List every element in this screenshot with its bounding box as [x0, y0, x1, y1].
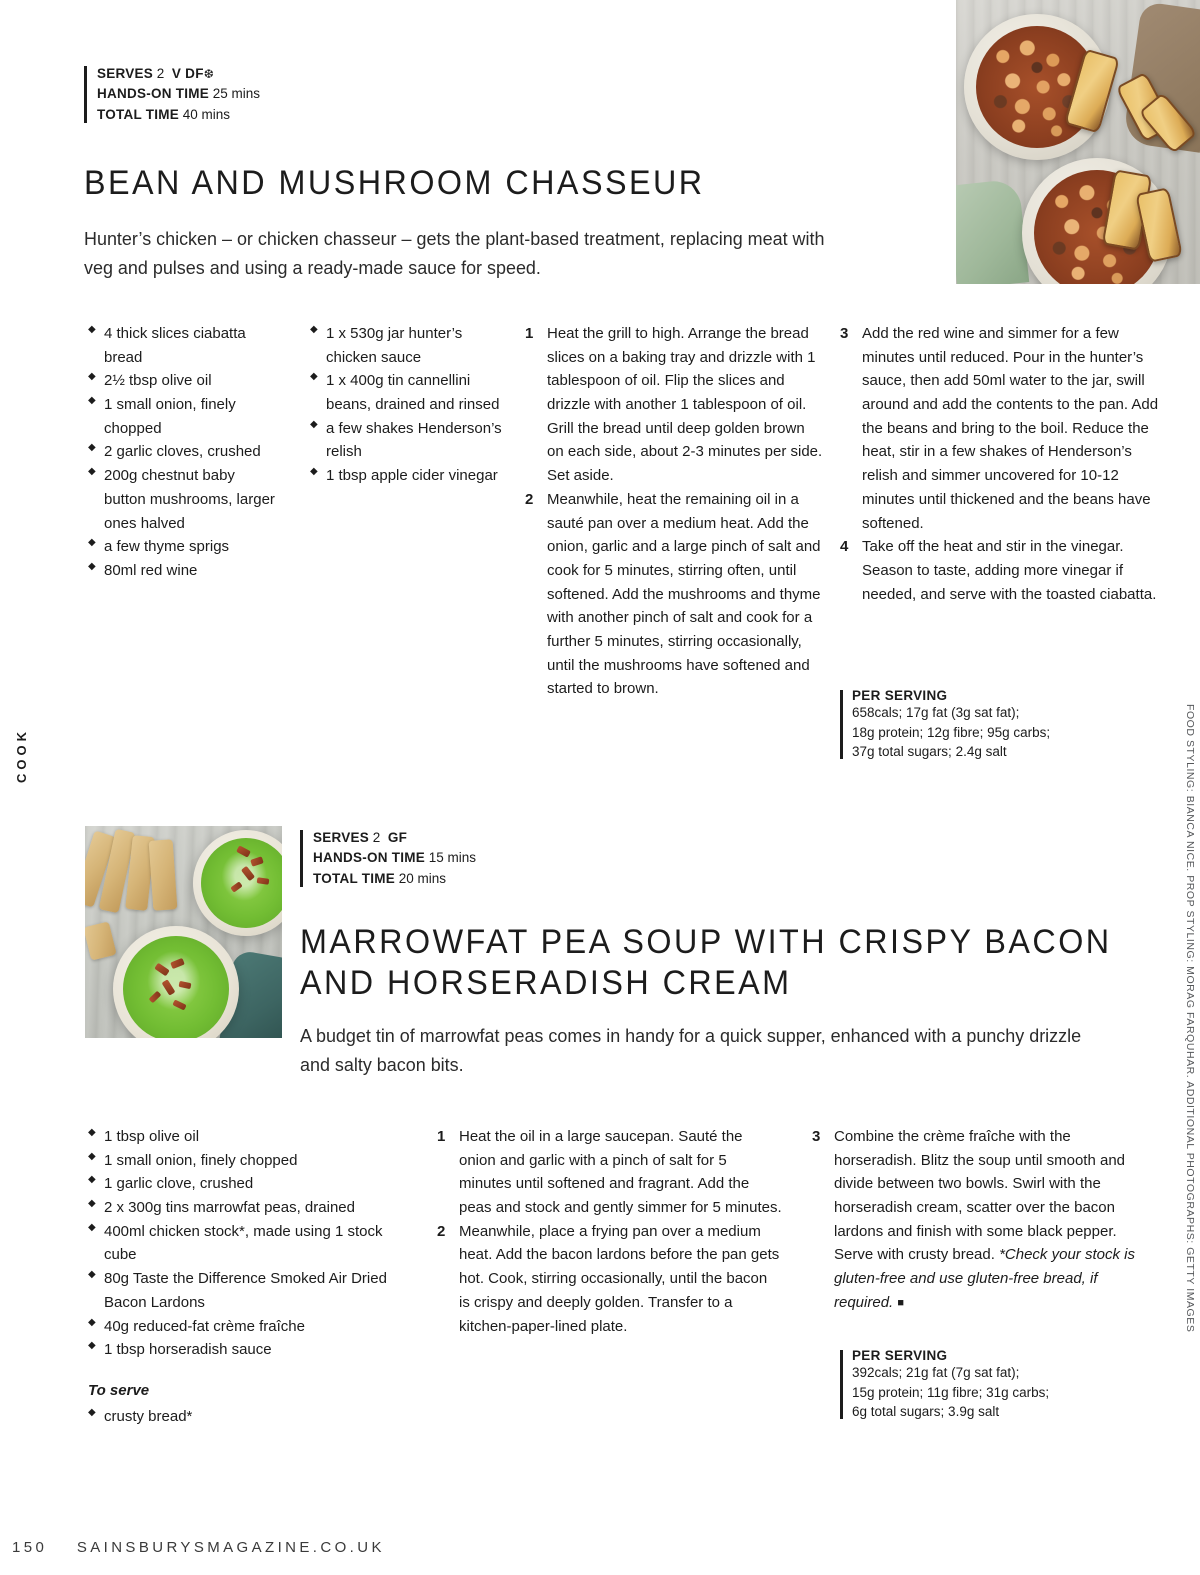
total-time-value: 40 mins [182, 106, 231, 122]
recipe2-handson-row [313, 848, 476, 868]
ingredient-item: ◆ 1 garlic clove, crushed [88, 1172, 393, 1196]
recipe2-photo [85, 826, 282, 1038]
method-step [840, 535, 1160, 606]
page-number: 150 [12, 1539, 48, 1556]
step-text: Heat the oil in a large saucepan. Sauté the onion and garlic with a pinch of salt for 5 minutes until softened and fragrant. Add the peas and stock and gently simmer for 5 minutes. [459, 1128, 782, 1217]
ingredient-item: ◆ crusty bread* [88, 1405, 393, 1429]
ingredient-item: ◆ 4 thick slices ciabatta bread [88, 322, 278, 369]
step-number: 1 [525, 325, 534, 342]
total-time-label: TOTAL TIME [313, 870, 395, 886]
ingredient-item: ◆ 80g Taste the Difference Smoked Air Dried Bacon Lardons [88, 1267, 393, 1314]
step-number: 4 [840, 538, 849, 556]
method-step [812, 1125, 1152, 1315]
magazine-website[interactable]: SAINSBURYSMAGAZINE.CO.UK [76, 1539, 385, 1556]
recipe2-nutrition [840, 1348, 1140, 1422]
hands-on-label: HANDS-ON TIME [313, 850, 425, 866]
ingredient-item: ◆ 1 tbsp horseradish sauce [88, 1338, 393, 1362]
ingredient-item: ◆ 1 tbsp apple cider vinegar [310, 464, 505, 488]
ingredient-item: ◆ 1 x 530g jar hunter’s chicken sauce [310, 322, 505, 369]
photo-credits: FOOD STYLING: BIANCA NICE. PROP STYLING: MORAG FARQUHAR. ADDITIONAL PHOTOGRAPHS: GETTY IMAGES [1184, 704, 1196, 1333]
ingredient-item: ◆ 200g chestnut baby button mushrooms, larger ones halved [88, 464, 278, 535]
recipe1-total-row [97, 105, 260, 125]
step-number: 3 [840, 325, 849, 342]
nutrition-line-3: 6g total sugars; 3.9g salt [852, 1404, 1000, 1420]
recipe1-nutrition [840, 688, 1140, 762]
ingredient-item: ◆ 2 garlic cloves, crushed [88, 440, 278, 464]
recipe1-ingredients-column-1 [88, 322, 278, 583]
nutrition-line-3: 37g total sugars; 2.4g salt [852, 744, 1007, 760]
step-number: 2 [437, 1222, 446, 1240]
diet-tags: V DF [171, 66, 204, 81]
ingredient-item: ◆ 400ml chicken stock*, made using 1 stock cube [88, 1220, 393, 1267]
recipe1-title: BEAN AND MUSHROOM CHASSEUR [84, 164, 705, 202]
end-mark-icon: ■ [897, 1296, 905, 1309]
snowflake-icon: ❆ [203, 67, 214, 81]
recipe1-photo [956, 0, 1200, 284]
ingredient-item: ◆ 40g reduced-fat crème fraîche [88, 1315, 393, 1339]
method-step [437, 1125, 782, 1220]
total-time-value: 20 mins [398, 870, 447, 886]
recipe1-serves-row [97, 64, 260, 84]
serves-label: SERVES [97, 66, 154, 81]
recipe1-steps-column-1 [525, 322, 825, 701]
method-step [840, 322, 1160, 535]
to-serve-heading: To serve [88, 1381, 150, 1399]
ingredient-item: ◆ 1 small onion, finely chopped [88, 1149, 393, 1173]
recipe-footnote: *Check your stock is gluten-free and use gluten-free bread, if required. [834, 1246, 1135, 1311]
nutrition-heading: PER SERVING [852, 688, 948, 703]
recipe1-meta [84, 64, 260, 125]
method-step [437, 1220, 782, 1338]
hands-on-value: 15 mins [428, 850, 477, 866]
ingredient-item: ◆ a few thyme sprigs [88, 535, 278, 559]
page-footer [12, 1539, 385, 1556]
step-text: Heat the grill to high. Arrange the bread slices on a baking tray and drizzle with 1 tablespoon of oil. Flip the slices and drizzle with another 1 tablespoon of oil. Grill the bread until deep golden brown on each side, about 2-3 minutes per side. Set aside. [547, 325, 823, 485]
recipe2-meta [300, 828, 476, 889]
section-label-cook: COOK [14, 728, 29, 783]
serves-value: 2 [372, 830, 381, 845]
serves-value: 2 [156, 66, 165, 81]
step-text: Meanwhile, place a frying pan over a medium heat. Add the bacon lardons before the pan gets hot. Cook, stirring occasionally, until the bacon is crispy and deeply golden. Transfer to a kitchen-paper-lined plate. [459, 1222, 780, 1335]
recipe2-title: MARROWFAT PEA SOUP WITH CRISPY BACON AND HORSERADISH CREAM [300, 923, 1112, 1003]
recipe2-steps-column-1 [437, 1125, 782, 1338]
recipe2-standfirst: A budget tin of marrowfat peas comes in handy for a quick supper, enhanced with a punchy drizzle and salty bacon bits. [300, 1025, 1082, 1076]
ingredient-item: ◆ 2½ tbsp olive oil [88, 369, 278, 393]
step-text: Add the red wine and simmer for a few minutes until reduced. Pour in the hunter’s sauce, then add 50ml water to the jar, swill around and add the contents to the pan. Add the beans and bring to the boil. Reduce the heat, stir in a few shakes of Henderson’s relish and simmer uncovered for 10-12 minutes until thickened and the beans have softened. [862, 325, 1159, 532]
hands-on-label: HANDS-ON TIME [97, 86, 209, 102]
step-number: 1 [437, 1128, 446, 1145]
ingredient-item: ◆ 1 tbsp olive oil [88, 1125, 393, 1149]
nutrition-line-2: 15g protein; 11g fibre; 31g carbs; [852, 1384, 1050, 1400]
step-text: Meanwhile, heat the remaining oil in a sauté pan over a medium heat. Add the onion, garlic and a large pinch of salt and cook for 5 minutes, stirring often, until softened. Add the mushrooms and thyme with another pinch of salt and cook for a further 5 minutes, stirring occasionally, until the mushrooms have softened and started to brown. [547, 490, 821, 698]
nutrition-line-2: 18g protein; 12g fibre; 95g carbs; [852, 724, 1051, 740]
nutrition-heading: PER SERVING [852, 1348, 948, 1363]
recipe1-ingredients-column-2 [310, 322, 505, 488]
recipe2-total-row [313, 869, 476, 889]
hands-on-value: 25 mins [212, 86, 261, 102]
recipe2-ingredients [88, 1125, 393, 1428]
nutrition-line-1: 658cals; 17g fat (3g sat fat); [852, 705, 1020, 720]
method-step [525, 322, 825, 488]
ingredient-item: ◆ 1 small onion, finely chopped [88, 393, 278, 440]
recipe2-steps-column-2 [812, 1125, 1152, 1315]
recipe1-handson-row [97, 84, 260, 104]
recipe1-steps-column-2 [840, 322, 1160, 606]
ingredient-item: ◆ 2 x 300g tins marrowfat peas, drained [88, 1196, 393, 1220]
ingredient-item: ◆ a few shakes Henderson’s relish [310, 417, 505, 464]
ingredient-item: ◆ 1 x 400g tin cannellini beans, drained and rinsed [310, 369, 505, 416]
step-number: 3 [812, 1128, 821, 1145]
recipe2-serves-row [313, 828, 476, 848]
step-text: Combine the crème fraîche with the horseradish. Blitz the soup until smooth and divide between two bowls. Swirl with the horseradish cream, scatter over the bacon lardons and finish with some black pepper. Serve with crusty bread. [834, 1128, 1125, 1264]
diet-tags: GF [387, 830, 408, 845]
ingredient-item: ◆ 80ml red wine [88, 559, 278, 583]
step-number: 2 [525, 490, 534, 508]
nutrition-line-1: 392cals; 21g fat (7g sat fat); [852, 1365, 1020, 1380]
recipe1-standfirst: Hunter’s chicken – or chicken chasseur – gets the plant-based treatment, replacing meat with veg and pulses and using a ready-made sauce for speed. [84, 228, 825, 279]
method-step [525, 488, 825, 701]
serves-label: SERVES [313, 830, 370, 845]
total-time-label: TOTAL TIME [97, 106, 179, 122]
step-text: Take off the heat and stir in the vinegar. Season to taste, adding more vinegar if needed, and serve with the toasted ciabatta. [862, 538, 1157, 603]
